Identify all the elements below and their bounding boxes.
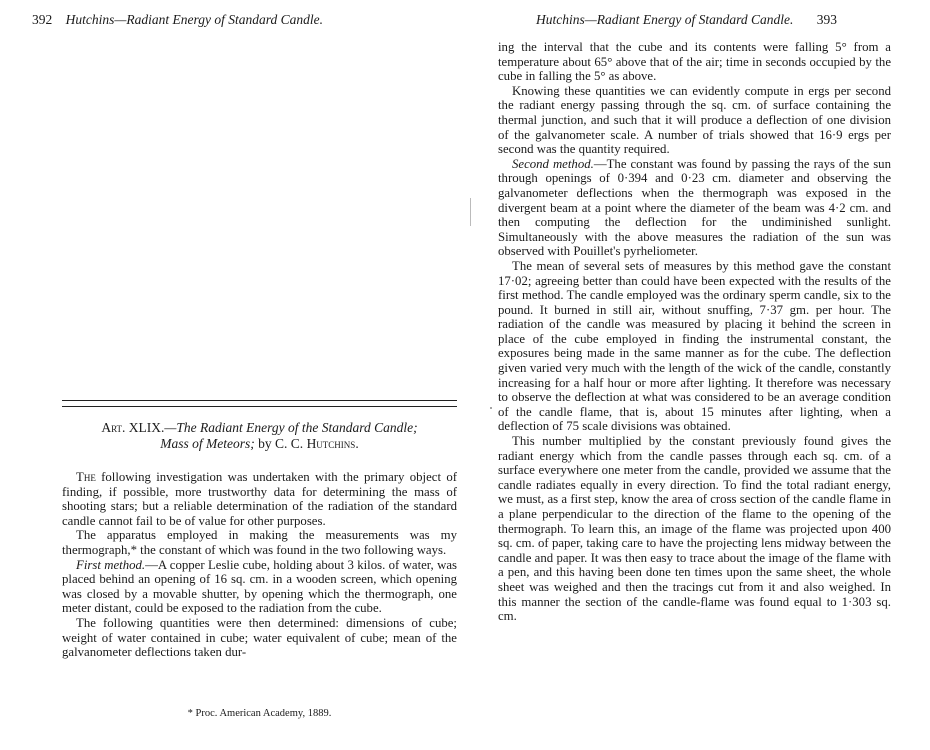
left-page-number: 392 <box>32 12 53 27</box>
left-body-text <box>62 470 457 660</box>
article-title <box>62 420 457 452</box>
author-surname: Hutchins. <box>306 436 359 451</box>
paragraph-text: —The constant was found by passing the rays of the sun through openings of 0·394 and 0·23 cm. diameter and observing the galvanometer deflections when the thermograph was exposed in the divergent beam at a point where the diameter of the beam was 4·2 cm. and then computing the deflection for the undiminished sunlight. Simultaneously with the above measures the radiation of the sun was observed with Pouillet's pyrheliometer. <box>498 156 891 259</box>
paragraph-text: following investigation was undertaken with the primary object of finding, if possible, more trustworthy data for determining the mass of shooting stars; but a reliable determination of the radiation of the standard candle cannot fail to be of value for other purposes. <box>62 470 457 528</box>
paragraph-text: —A copper Leslie cube, holding about 3 kilos. of water, was placed behind an opening of 16 sq. cm. in a wooden screen, which opening was closed by a movable shutter, by opening which the thermograph, one meter distant, could be exposed to the radiation from the cube. <box>62 557 457 616</box>
paragraph <box>498 434 891 624</box>
article-number: Art. XLIX. <box>101 420 165 435</box>
article-separator-rule <box>62 400 457 407</box>
paragraph <box>62 528 457 557</box>
right-page-number: 393 <box>816 12 837 27</box>
article-title-line1: —The Radiant Energy of the Standard Candle; <box>164 420 418 435</box>
paragraph <box>62 558 457 616</box>
paragraph-text: ing the interval that the cube and its contents were falling 5° from a temperature about 65° above that of the air; time in seconds occupied by the cube in falling the 5° as above. <box>498 40 891 84</box>
right-running-title: Hutchins—Radiant Energy of Standard Candle. <box>536 12 794 27</box>
left-page <box>32 0 457 750</box>
left-running-title: Hutchins—Radiant Energy of Standard Candle. <box>65 12 323 27</box>
paragraph-lead-italic: First method. <box>76 557 146 572</box>
paragraph-text: The apparatus employed in making the measurements was my thermograph,* the constant of which was found in the two following ways. <box>62 528 457 557</box>
paragraph-text: This number multiplied by the constant previously found gives the radiant energy which from the candle passes through each sq. cm. of a surface everywhere one meter from the candle, provided we assume that the candle radiates equally in every direction. To find the total radiant energy, we must, as a first step, know the area of cross section of the candle flame in a plane perpendicular to the direction of the flame to the opening of the thermograph. To learn this, an image of the flame was projected upon 400 sq. cm. of paper, taking care to have the projecting lens midway between the candle and paper. It was then easy to trace about the image of the flame with a pen, and this having been done ten times upon the same sheet, the whole sheet was weighed and then the tracings cut from it and also weighed. In this manner the section of the candle-flame was found equal to 1·303 sq. cm. <box>498 434 891 624</box>
gutter-mark <box>470 198 471 226</box>
footnote: * Proc. American Academy, 1889. <box>187 708 332 719</box>
article-title-line2: Mass of Meteors; <box>160 436 255 451</box>
paragraph <box>498 157 891 259</box>
right-running-head <box>536 12 891 28</box>
paragraph <box>498 259 891 434</box>
paragraph <box>62 470 457 528</box>
left-running-head <box>32 12 452 28</box>
article-by: by <box>254 436 276 451</box>
paragraph <box>498 40 891 84</box>
author-initials: C. C. <box>275 436 307 451</box>
right-body-text <box>498 40 891 624</box>
paragraph <box>62 616 457 660</box>
paragraph-lead: The <box>76 470 96 484</box>
paragraph-lead-italic: Second method. <box>512 156 594 171</box>
paragraph-text: The following quantities were then determined: dimensions of cube; weight of water contained in cube; water equivalent of cube; mean of the galvanometer deflections taken dur- <box>62 615 457 660</box>
right-page <box>498 0 891 750</box>
paragraph <box>498 84 891 157</box>
paragraph-text: Knowing these quantities we can evidently compute in ergs per second the radiant energy passing through the sq. cm. of surface containing the thermal junction, and such that it will produce a deflection of one division of the galvanometer scale. A number of trials showed that 16·9 ergs per second was the quantity required. <box>498 83 891 157</box>
paragraph-text: The mean of several sets of measures by this method gave the constant 17·02; agreeing better than could have been expected with the results of the first method. The candle employed was the ordinary sperm candle, six to the pound. It burned in still air, without snuffing, 7·37 gm. per hour. The radiation of the candle was measured by placing it behind the screen in place of the cube employed in finding the instrumental constant, the exposures being made in the same manner as for the cube. The deflection given varied very much with the length of the wick of the candle, constantly increasing for a half hour or more after lighting. It therefore was necessary to observe the deflection at what was considered to be an average condition of the candle flame, that is, about 15 minutes after lighting, when a deflection of 75 scale divisions was obtained. <box>498 258 891 434</box>
gutter-dot <box>490 407 492 409</box>
